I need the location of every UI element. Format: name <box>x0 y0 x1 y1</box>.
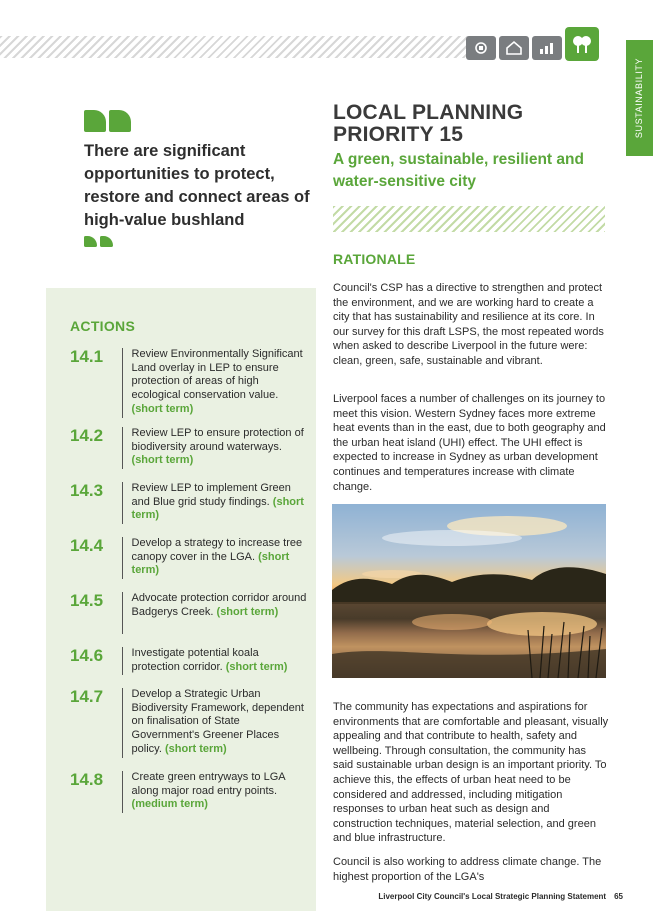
action-text: Review Environmentally Significant Land overlay in LEP to ensure protection of areas of high ecological conservation value. <box>131 348 303 402</box>
transport-icon[interactable] <box>466 36 496 60</box>
action-text: Create green entryways to LGA along major road entry points. <box>131 771 285 797</box>
lake-sunset-photo <box>332 504 606 678</box>
header-hatch-band <box>0 36 470 58</box>
page-footer <box>378 892 623 901</box>
open-quote-icon <box>84 110 131 132</box>
action-number: 14.3 <box>70 481 104 500</box>
action-number: 14.6 <box>70 646 104 665</box>
close-quote-icon <box>84 236 113 247</box>
action-number: 14.2 <box>70 426 104 445</box>
action-item <box>70 688 310 758</box>
action-text: Investigate potential koala protection corridor. <box>131 647 259 673</box>
sustainability-icon[interactable] <box>565 27 599 61</box>
actions-heading: ACTIONS <box>70 318 136 334</box>
action-term: (medium term) <box>131 798 208 811</box>
action-text: Advocate protection corridor around Badgerys Creek. <box>131 592 307 618</box>
action-term: (short term) <box>225 660 288 673</box>
section-side-tab[interactable] <box>626 40 653 156</box>
side-tab-label: SUSTAINABILITY <box>634 57 645 139</box>
action-number: 14.1 <box>70 347 104 366</box>
action-text: Develop a strategy to increase tree canopy cover in the LGA. <box>131 537 303 563</box>
action-text: Review LEP to ensure protection of biodiversity around waterways. <box>131 427 304 453</box>
action-number: 14.8 <box>70 770 104 789</box>
rationale-paragraph: The community has expectations and aspirations for environments that are comfortable and pleasant, visually appealing and that contribute to health, safety and wellbeing. Through consultation, the community has said sustainable urban design is an important priority. To achieve this, the effects of urban heat need to be considered and addressed, including mitigation responses to urban heat such as design and construction techniques, material selection, and green and blue infrastructure. <box>333 701 609 845</box>
rationale-paragraph: Liverpool faces a number of challenges on its journey to meet this vision. Western Sydney faces more extreme heat events than in the east, due to both geography and the urban heat island (UHI) effect. The UHI effect is expected to increase in Sydney as urban development continues and temperatures increase with climate change. <box>333 393 606 493</box>
action-term: (short term) <box>216 605 279 618</box>
page-number: 65 <box>614 892 623 901</box>
rationale-heading: RATIONALE <box>333 251 416 267</box>
action-term: (short term) <box>164 742 227 755</box>
action-term: (short term) <box>131 454 194 467</box>
action-term: (short term) <box>131 495 304 522</box>
pull-quote: There are significant opportunities to protect, restore and connect areas of high-value bushland <box>84 142 310 229</box>
action-text: Review LEP to implement Green and Blue grid study findings. <box>131 482 291 508</box>
priority-title: LOCAL PLANNING PRIORITY 15 <box>333 101 524 146</box>
action-number: 14.4 <box>70 536 104 555</box>
action-term: (short term) <box>131 402 194 415</box>
theme-icon-strip <box>466 34 602 62</box>
priority-subtitle: A green, sustainable, resilient and water-sensitive city <box>333 151 584 190</box>
action-item <box>70 482 310 524</box>
rationale-paragraph: Council is also working to address climate change. The highest proportion of the LGA's <box>333 856 602 883</box>
action-text: Develop a Strategic Urban Biodiversity Framework, dependent on finalisation of State Government's Greener Places policy. <box>131 688 304 755</box>
action-item <box>70 647 310 675</box>
action-item <box>70 427 310 469</box>
action-term: (short term) <box>131 550 290 577</box>
action-item <box>70 537 310 579</box>
housing-icon[interactable] <box>499 36 529 60</box>
actions-panel <box>46 288 316 911</box>
divider-hatch <box>333 206 605 232</box>
economy-icon[interactable] <box>532 36 562 60</box>
action-item <box>70 771 310 813</box>
action-item <box>70 592 310 634</box>
action-number: 14.7 <box>70 687 104 706</box>
action-item <box>70 348 310 418</box>
footer-title: Liverpool City Council's Local Strategic Planning Statement <box>378 892 607 901</box>
action-number: 14.5 <box>70 591 104 610</box>
rationale-paragraph: Council's CSP has a directive to strengthen and protect the environment, and we are working hard to create a city that has sustainability and resilience at its core. In our survey for this draft LSPS, the most repeated words when asked to describe Liverpool in the future were: clean, green, safe, sustainable and vibrant. <box>333 282 604 367</box>
action-list <box>70 348 310 813</box>
